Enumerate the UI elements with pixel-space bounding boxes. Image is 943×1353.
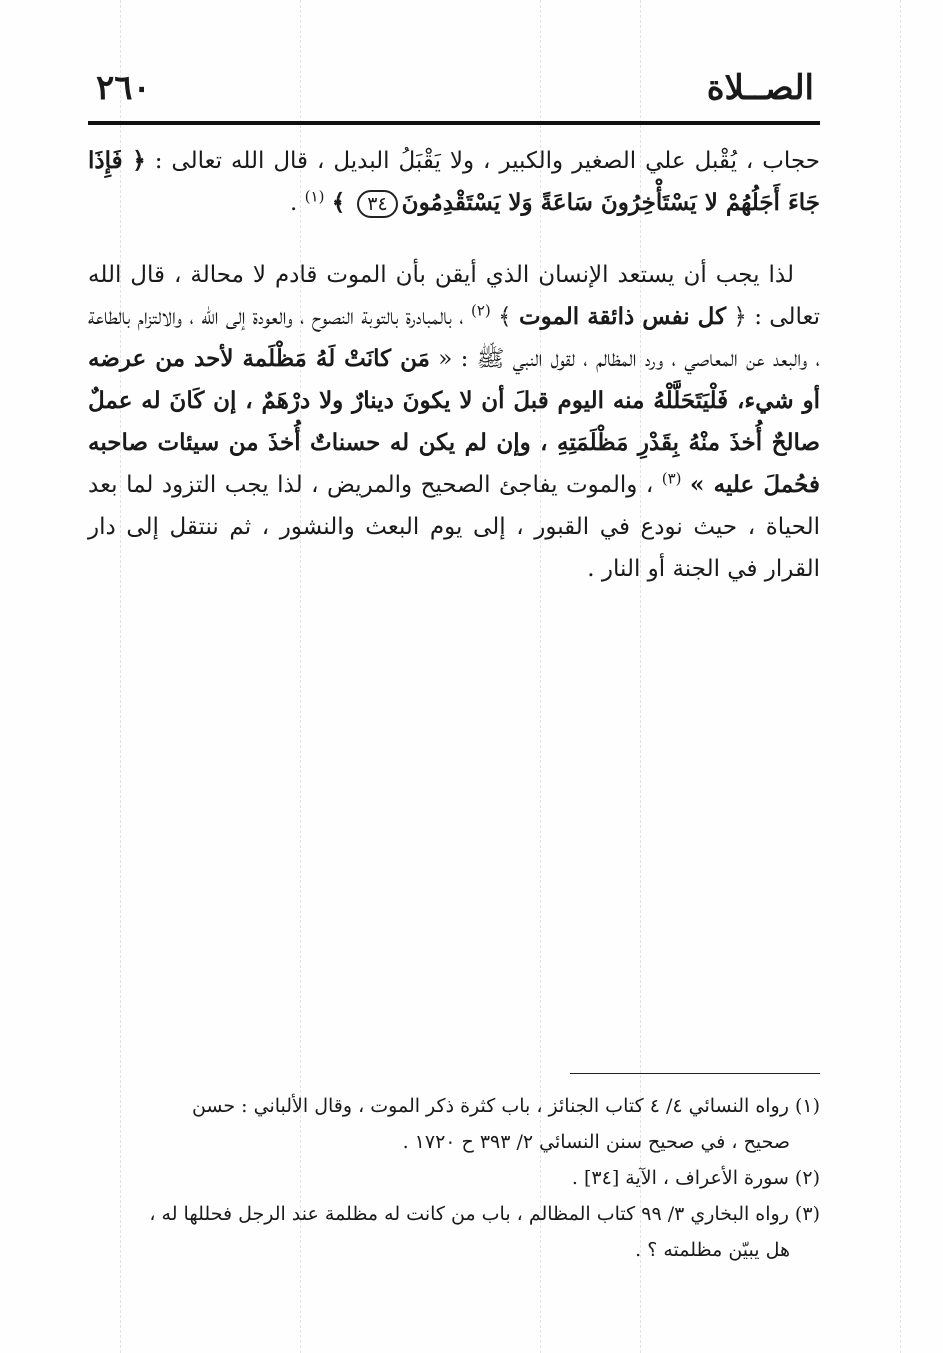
footnote-3	[88, 1196, 820, 1232]
page-number: ٢٦٠	[96, 68, 151, 108]
footnote-3-line-2: هل يبيّن مظلمته ؟ .	[635, 1239, 790, 1261]
footnote-2-text: (٢) سورة الأعراف ، الآية [٣٤] .	[571, 1167, 820, 1189]
footnote-3-line-1: (٣) رواه البخاري ٣/ ٩٩ كتاب المظالم ، باب من كانت له مظلمة عند الرجل فحللها له ،	[149, 1203, 820, 1225]
footnote-ref-2[interactable]: (٢)	[470, 301, 491, 320]
verse-number: ٣٤	[357, 190, 397, 218]
paragraph-1-text: حجاب ، يُقْبل علي الصغير والكبير ، ولا يَقْبَلُ البديل ، قال الله تعالى :	[145, 148, 821, 174]
quran-quote: كل نفس ذائقة الموت	[518, 303, 727, 330]
paragraph-2	[88, 254, 820, 590]
footnote-1	[88, 1088, 820, 1124]
quran-verse: فَإِذَا جَاءَ أَجَلُهُمْ لا يَسْتَأْخِرُونَ سَاعَةً وَلا يَسْتَقْدِمُونَ	[88, 147, 820, 216]
paragraph-1	[88, 140, 820, 224]
verse-bracket-open: ﴿	[122, 147, 146, 174]
footnote-3-continued	[88, 1232, 820, 1268]
header-rule	[88, 121, 820, 125]
page-header	[88, 66, 820, 112]
footnote-ref-1[interactable]: (١)	[304, 187, 325, 206]
main-text	[88, 140, 820, 590]
quote-bracket-open: ﴿	[726, 304, 747, 330]
footnote-1-line-2: صحيح ، في صحيح سنن النسائي ٢/ ٣٩٣ ح ١٧٢٠ .	[402, 1131, 790, 1153]
footnote-2	[88, 1160, 820, 1196]
paragraph-2-text-a: لذا يجب أن يستعد الإنسان الذي أيقن بأن الموت قادم لا محالة ، قال الله تعالى :	[88, 262, 820, 330]
footnote-rule	[570, 1073, 820, 1074]
verse-bracket-close: ﴾	[331, 189, 354, 216]
footnote-1-line-1: (١) رواه النسائي ٤/ ٤ كتاب الجنائز ، باب كثرة ذكر الموت ، وقال الألباني : حسن	[191, 1095, 820, 1117]
paragraph-2-text-c: ، والموت يفاجئ الصحيح والمريض ، لذا يجب التزود لما بعد الحياة ، حيث نودع في القبور ، إلى يوم البعث والنشور ، ثم ننتقل إلى دار القرار في الجنة أو النار .	[88, 472, 820, 582]
hadith-text: مَن كانَتْ لَهُ مَظْلَمة لأحد من عرضه أو شيء، فَلْيَتَحَلَّلْهُ منه اليوم قبلَ أن لا يكونَ دينارٌ ولا درْهَمٌ ، إن كَانَ له عملٌ صالحٌ أُخذَ منْهُ بِقَدْرِ مَظْلَمَتِهِ ، وإن لم يكن له حسناتٌ أُخذَ من سيئات صاحبه فحُملَ عليه	[88, 345, 820, 498]
footnote-ref-3[interactable]: (٣)	[661, 469, 682, 488]
scan-artifact-line	[900, 0, 901, 1353]
footnote-1-continued	[88, 1124, 820, 1160]
quote-bracket-close: ﴾	[498, 304, 519, 330]
footnotes	[88, 1088, 820, 1268]
paragraph-1-end: .	[290, 190, 305, 216]
hadith-bracket-close: »	[690, 471, 714, 498]
paragraph-2-text-b: ، بالمبادرة بالتوبة النصوح ، والعودة إلى الله ، والالتزام بالطاعة ، والبعد عن المعاصي ، ورد المظالم ، لقول النبي ﷺ : «	[88, 304, 820, 372]
running-title: الصــلاة	[706, 68, 814, 108]
